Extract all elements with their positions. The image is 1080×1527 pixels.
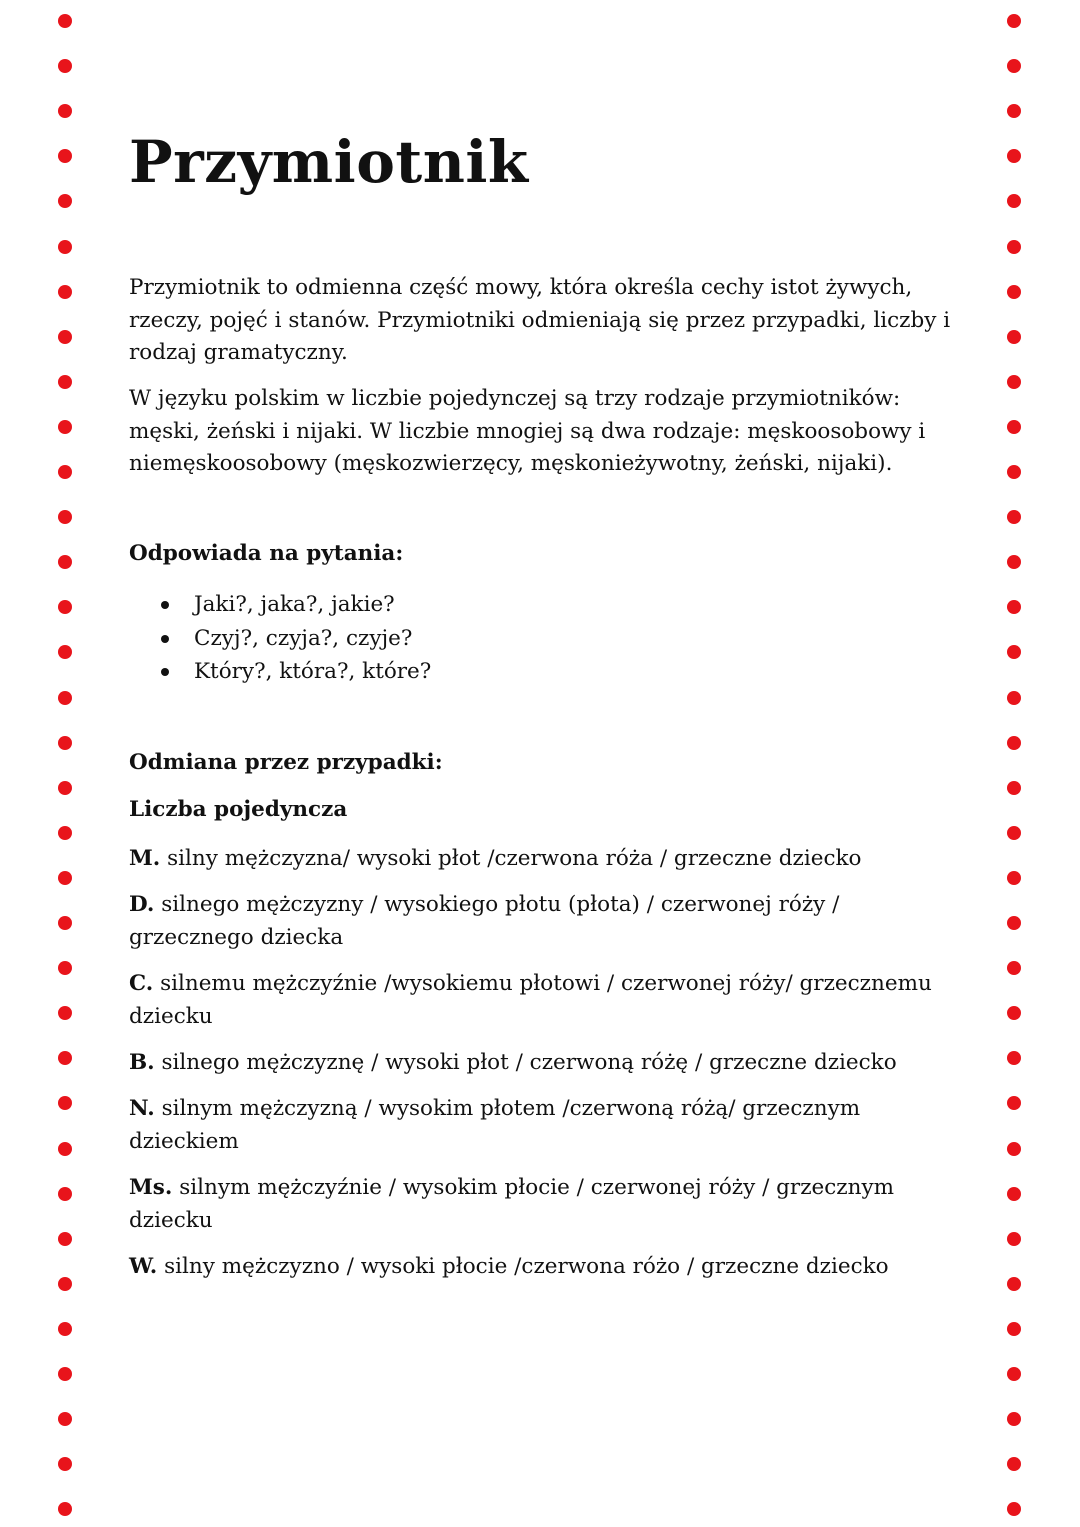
dot-icon (1007, 916, 1021, 930)
dot-icon (58, 1187, 72, 1201)
questions-heading: Odpowiada na pytania: (129, 541, 404, 566)
case-line (129, 968, 959, 1033)
declension-subheading: Liczba pojedyncza (129, 797, 348, 822)
dot-icon (58, 736, 72, 750)
dot-icon (58, 871, 72, 885)
dot-icon (1007, 736, 1021, 750)
case-line (129, 1093, 959, 1158)
dot-icon (1007, 1006, 1021, 1020)
dot-icon (1007, 330, 1021, 344)
dot-icon (58, 420, 72, 434)
case-abbr: C. (129, 971, 154, 996)
dot-icon (1007, 1502, 1021, 1516)
dot-icon (58, 555, 72, 569)
dot-icon (58, 961, 72, 975)
case-line (129, 843, 959, 876)
list-item (129, 655, 431, 689)
dot-icon (1007, 194, 1021, 208)
dot-icon (1007, 871, 1021, 885)
case-abbr: W. (129, 1254, 158, 1279)
dot-icon (58, 1502, 72, 1516)
case-abbr: M. (129, 846, 161, 871)
dot-icon (58, 1006, 72, 1020)
case-abbr: N. (129, 1096, 155, 1121)
dot-icon (1007, 1142, 1021, 1156)
dot-icon (58, 330, 72, 344)
dot-icon (1007, 104, 1021, 118)
dot-icon (1007, 555, 1021, 569)
dot-icon (1007, 14, 1021, 28)
dot-icon (58, 645, 72, 659)
dot-icon (58, 59, 72, 73)
dot-icon (1007, 465, 1021, 479)
list-item (129, 588, 431, 622)
dot-icon (1007, 961, 1021, 975)
dot-icon (58, 826, 72, 840)
dot-icon (58, 1412, 72, 1426)
case-abbr: Ms. (129, 1175, 173, 1200)
dot-icon (58, 691, 72, 705)
dot-icon (58, 465, 72, 479)
dot-icon (1007, 1051, 1021, 1065)
dot-icon (1007, 1457, 1021, 1471)
dot-icon (1007, 1367, 1021, 1381)
intro-paragraph-1: Przymiotnik to odmienna część mowy, która określa cechy istot żywych, rzeczy, pojęć i stanów. Przymiotniki odmieniają się przez przypadki, liczby i rodzaj gramatyczny. (129, 275, 951, 365)
bullet-icon (161, 601, 169, 609)
dot-icon (1007, 1187, 1021, 1201)
dot-icon (58, 1322, 72, 1336)
dot-icon (58, 104, 72, 118)
dot-icon (1007, 149, 1021, 163)
page-title: Przymiotnik (129, 128, 529, 196)
dot-icon (1007, 826, 1021, 840)
declension-heading: Odmiana przez przypadki: (129, 750, 443, 775)
questions-list (129, 588, 431, 689)
dot-icon (58, 375, 72, 389)
dot-icon (58, 149, 72, 163)
dot-icon (58, 285, 72, 299)
intro-paragraph-2: W języku polskim w liczbie pojedynczej są trzy rodzaje przymiotników: męski, żeński i nijaki. W liczbie mnogiej są dwa rodzaje: męskoosobowy i niemęskoosobowy (męskozwierzęcy, męskonieżywotny, żeński, nijaki). (129, 386, 926, 476)
dot-icon (1007, 1232, 1021, 1246)
dot-icon (1007, 285, 1021, 299)
case-line (129, 889, 959, 954)
list-item (129, 622, 431, 656)
dot-icon (1007, 420, 1021, 434)
case-text: silnym mężczyzną / wysokim płotem /czerwoną różą/ grzecznym dzieckiem (129, 1096, 861, 1154)
dot-icon (1007, 510, 1021, 524)
dot-icon (1007, 691, 1021, 705)
dot-icon (58, 240, 72, 254)
right-dotted-border (1006, 0, 1022, 1527)
bullet-icon (161, 635, 169, 643)
dot-icon (58, 14, 72, 28)
case-text: silnego mężczyzny / wysokiego płotu (płota) / czerwonej róży / grzecznego dziecka (129, 892, 840, 950)
dot-icon (58, 781, 72, 795)
question-text: Który?, która?, które? (194, 659, 432, 684)
dot-icon (1007, 645, 1021, 659)
case-text: silnemu mężczyźnie /wysokiemu płotowi / czerwonej róży/ grzecznemu dziecku (129, 971, 932, 1029)
case-abbr: D. (129, 892, 155, 917)
dot-icon (58, 1232, 72, 1246)
dot-icon (58, 1457, 72, 1471)
dot-icon (58, 1051, 72, 1065)
dot-icon (58, 1277, 72, 1291)
bullet-icon (161, 668, 169, 676)
case-abbr: B. (129, 1050, 155, 1075)
case-text: silnym mężczyźnie / wysokim płocie / czerwonej róży / grzecznym dziecku (129, 1175, 894, 1233)
dot-icon (1007, 781, 1021, 795)
dot-icon (58, 194, 72, 208)
case-text: silny mężczyzno / wysoki płocie /czerwona różo / grzeczne dziecko (164, 1254, 889, 1279)
dot-icon (1007, 1277, 1021, 1291)
question-text: Czyj?, czyja?, czyje? (194, 625, 413, 651)
case-text: silnego mężczyznę / wysoki płot / czerwoną różę / grzeczne dziecko (161, 1050, 897, 1075)
dot-icon (1007, 1096, 1021, 1110)
case-text: silny mężczyzna/ wysoki płot /czerwona róża / grzeczne dziecko (167, 846, 862, 871)
dot-icon (58, 600, 72, 614)
dot-icon (58, 916, 72, 930)
dot-icon (1007, 240, 1021, 254)
dot-icon (1007, 59, 1021, 73)
case-line (129, 1251, 959, 1284)
dot-icon (58, 1142, 72, 1156)
left-dotted-border (57, 0, 73, 1527)
dot-icon (1007, 600, 1021, 614)
dot-icon (1007, 1322, 1021, 1336)
case-line (129, 1047, 959, 1080)
dot-icon (1007, 1412, 1021, 1426)
dot-icon (58, 1096, 72, 1110)
dot-icon (58, 510, 72, 524)
case-line (129, 1172, 959, 1237)
question-text: Jaki?, jaka?, jakie? (194, 592, 395, 617)
dot-icon (1007, 375, 1021, 389)
dot-icon (58, 1367, 72, 1381)
